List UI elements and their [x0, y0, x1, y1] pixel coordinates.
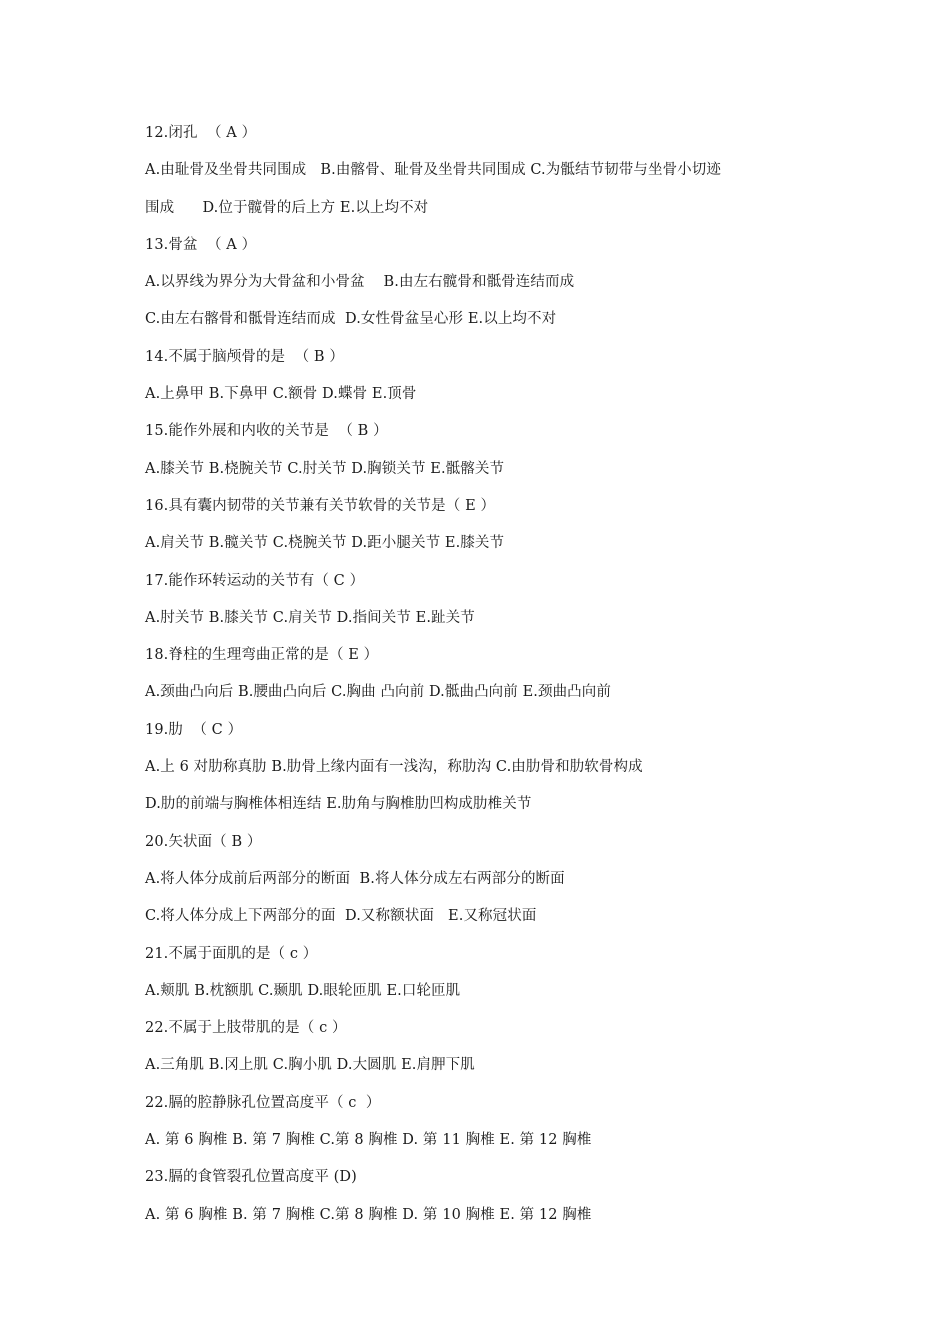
options-22a: A.三角肌 B.冈上肌 C.胸小肌 D.大圆肌 E.肩胛下肌: [145, 1057, 475, 1074]
options-16: A.肩关节 B.髋关节 C.桡腕关节 D.距小腿关节 E.膝关节: [145, 535, 505, 552]
options-18: A.颈曲凸向后 B.腰曲凸向后 C.胸曲 凸向前 D.骶曲凸向前 E.颈曲凸向前: [145, 684, 611, 701]
question-13: 13.骨盆 （ A ）: [145, 236, 257, 253]
options-13-part1: A.以界线为界分为大骨盆和小骨盆 B.由左右髋骨和骶骨连结而成: [145, 274, 575, 291]
options-21: A.颊肌 B.枕额肌 C.颞肌 D.眼轮匝肌 E.口轮匝肌: [145, 982, 461, 999]
question-22a: 22.不属于上肢带肌的是（ c ）: [145, 1020, 347, 1037]
options-19-part2: D.肋的前端与胸椎体相连结 E.肋角与胸椎肋凹构成肋椎关节: [145, 796, 532, 813]
document-body: [145, 118, 825, 1237]
question-20: 20.矢状面（ B ）: [145, 833, 262, 850]
options-22b: A. 第 6 胸椎 B. 第 7 胸椎 C.第 8 胸椎 D. 第 11 胸椎 E. 第 12 胸椎: [145, 1132, 592, 1149]
options-23: A. 第 6 胸椎 B. 第 7 胸椎 C.第 8 胸椎 D. 第 10 胸椎 E. 第 12 胸椎: [145, 1206, 592, 1223]
options-15: A.膝关节 B.桡腕关节 C.肘关节 D.胸锁关节 E.骶髂关节: [145, 460, 505, 477]
options-13-part2: C.由左右髂骨和骶骨连结而成 D.女性骨盆呈心形 E.以上均不对: [145, 311, 557, 328]
options-17: A.肘关节 B.膝关节 C.肩关节 D.指间关节 E.趾关节: [145, 609, 475, 626]
question-17: 17.能作环转运动的关节有（ C ）: [145, 572, 365, 589]
options-14: A.上鼻甲 B.下鼻甲 C.额骨 D.蝶骨 E.顶骨: [145, 386, 417, 403]
options-20-part2: C.将人体分成上下两部分的面 D.又称额状面 E.又称冠状面: [145, 908, 537, 925]
question-21: 21.不属于面肌的是（ c ）: [145, 945, 318, 962]
options-19-part1: A.上 6 对肋称真肋 B.肋骨上缘内面有一浅沟，称肋沟 C.由肋骨和肋软骨构成: [145, 759, 643, 776]
question-12: 12.闭孔 （ A ）: [145, 125, 257, 141]
question-18: 18.脊柱的生理弯曲正常的是（ E ）: [145, 647, 379, 664]
options-12-part2: 围成 D.位于髋骨的后上方 E.以上均不对: [145, 199, 429, 216]
question-16: 16.具有囊内韧带的关节兼有关节软骨的关节是（ E ）: [145, 497, 496, 514]
question-19: 19.肋 （ C ）: [145, 721, 243, 738]
question-14: 14.不属于脑颅骨的是 （ B ）: [145, 348, 344, 365]
options-20-part1: A.将人体分成前后两部分的断面 B.将人体分成左右两部分的断面: [145, 870, 565, 887]
options-12-part1: A.由耻骨及坐骨共同围成 B.由髂骨、耻骨及坐骨共同围成 C.为骶结节韧带与坐骨小切迹: [145, 162, 721, 179]
question-15: 15.能作外展和内收的关节是 （ B ）: [145, 423, 388, 440]
question-23: 23.膈的食管裂孔位置高度平 (D): [145, 1169, 357, 1186]
question-22b: 22.膈的腔静脉孔位置高度平（ c ）: [145, 1094, 381, 1111]
